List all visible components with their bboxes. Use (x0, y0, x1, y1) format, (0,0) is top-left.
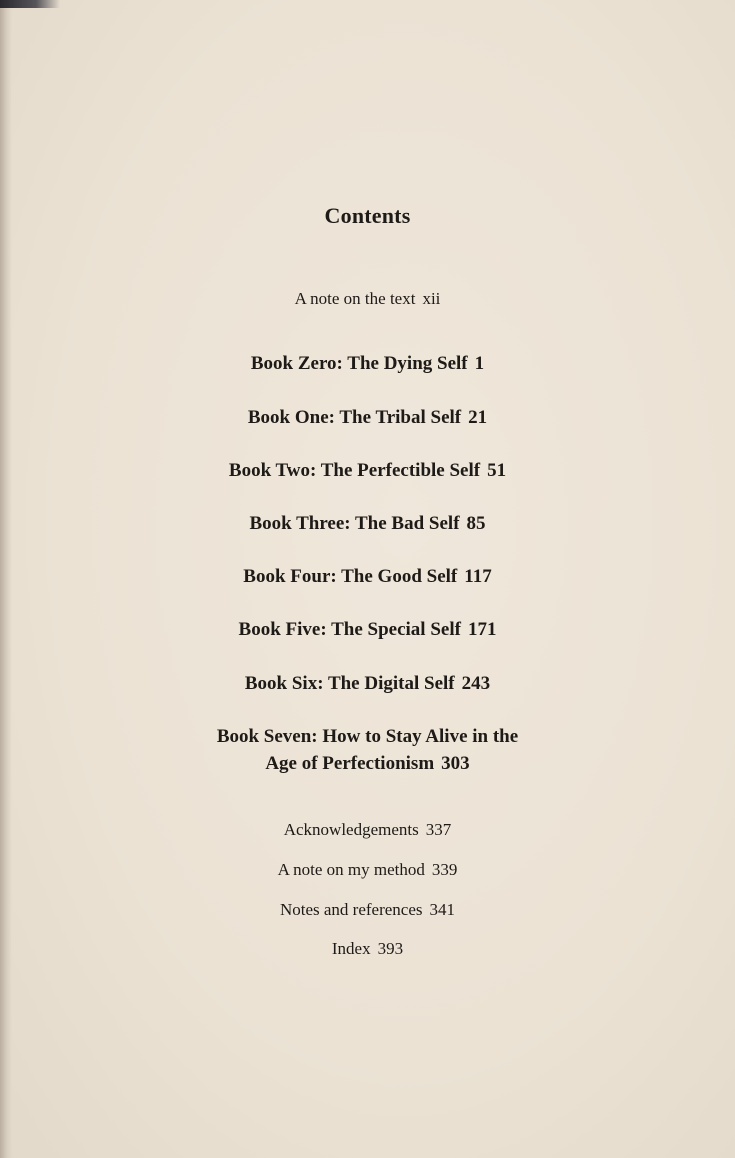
toc-entry-label: Book Seven: How to Stay Alive in the (216, 726, 519, 747)
toc-entry-page: 21 (468, 407, 488, 428)
toc-entry-book-six[interactable] (0, 673, 735, 695)
toc-entry-label: Book Six: The Digital Self (244, 673, 455, 694)
toc-entry-book-one[interactable] (0, 407, 735, 429)
toc-entry-page: 51 (487, 460, 507, 481)
toc-entry-book-seven[interactable] (0, 726, 735, 748)
toc-entry-label: Book One: The Tribal Self (247, 407, 462, 428)
toc-entry-label: Index (331, 939, 371, 958)
toc-entry-label: Notes and references (279, 900, 423, 919)
toc-entry-label: Age of Perfectionism (265, 753, 435, 774)
toc-entry-label: A note on the text (294, 289, 416, 308)
toc-entry-book-four[interactable] (0, 566, 735, 588)
toc-entry-page: 1 (474, 353, 485, 374)
toc-entry-label: Book Zero: The Dying Self (250, 353, 468, 374)
toc-entry-page: 339 (431, 860, 458, 879)
toc-entry-page: 337 (425, 820, 452, 839)
toc-entry-label: Book Three: The Bad Self (249, 513, 460, 534)
toc-entry-book-three[interactable] (0, 513, 735, 535)
toc-entry-label: Acknowledgements (283, 820, 419, 839)
page-title: Contents (324, 203, 411, 228)
toc-entry-notes-references[interactable] (0, 900, 735, 920)
toc-entry-book-zero[interactable] (0, 353, 735, 375)
toc-entry-label: Book Five: The Special Self (238, 619, 461, 640)
toc-entry-page: xii (422, 289, 441, 308)
toc-entry-page: 393 (377, 939, 404, 958)
toc-entry-label: Book Four: The Good Self (243, 566, 458, 587)
toc-entry-book-seven-cont[interactable] (0, 753, 735, 775)
toc-entry-page: 171 (467, 619, 497, 640)
toc-entry-page: 303 (441, 753, 470, 774)
toc-entry-acknowledgements[interactable] (0, 820, 735, 840)
toc-entry-book-five[interactable] (0, 619, 735, 641)
toc-entry-note-on-text[interactable] (0, 289, 735, 309)
toc-entry-label: A note on my method (277, 860, 425, 879)
toc-entry-book-two[interactable] (0, 460, 735, 482)
toc-entry-page: 243 (461, 673, 491, 694)
toc-entry-index[interactable] (0, 939, 735, 959)
toc-entry-page: 85 (466, 513, 486, 534)
toc-entry-note-on-method[interactable] (0, 860, 735, 880)
toc-entry-label: Book Two: The Perfectible Self (228, 460, 481, 481)
toc-entry-page: 341 (429, 900, 456, 919)
toc-entry-page: 117 (464, 566, 492, 587)
